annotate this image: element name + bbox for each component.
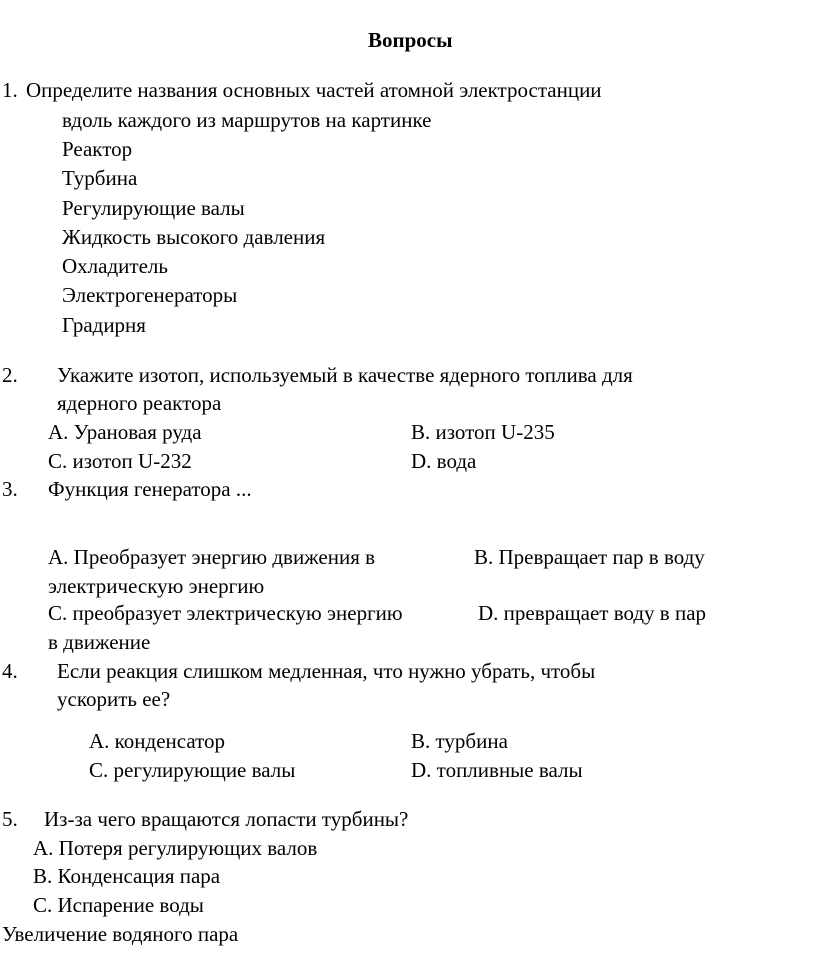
q1-item: Регулирующие валы bbox=[62, 196, 245, 220]
q2-text-line2: ядерного реактора bbox=[57, 391, 222, 415]
q5-number: 5. bbox=[2, 807, 18, 831]
q3-option-c-line2: в движение bbox=[48, 630, 151, 654]
q2-option-a: A. Урановая руда bbox=[48, 420, 202, 444]
q1-item: Жидкость высокого давления bbox=[62, 225, 326, 249]
q1-item: Градирня bbox=[62, 313, 146, 337]
q3-text: Функция генератора ... bbox=[48, 477, 252, 501]
q5-option-d: Увеличение водяного пара bbox=[2, 922, 239, 946]
q4-option-b: B. турбина bbox=[411, 729, 508, 753]
q1-item: Турбина bbox=[62, 166, 138, 190]
q1-item: Электрогенераторы bbox=[62, 283, 238, 307]
q4-text-line1: Если реакция слишком медленная, что нужно убрать, чтобы bbox=[57, 659, 596, 683]
q3-option-a-line2: электрическую энергию bbox=[48, 574, 265, 598]
q3-option-d: D. превращает воду в пар bbox=[478, 601, 707, 625]
q2-option-b: B. изотоп U-235 bbox=[411, 420, 555, 444]
q4-option-d: D. топливные валы bbox=[411, 758, 583, 782]
q5-option-b: B. Конденсация пара bbox=[33, 864, 221, 888]
q2-option-c: C. изотоп U-232 bbox=[48, 449, 192, 473]
page-title: Вопросы bbox=[368, 28, 453, 52]
q1-item: Охладитель bbox=[62, 254, 168, 278]
q1-item: Реактор bbox=[62, 137, 133, 161]
q2-number: 2. bbox=[2, 363, 18, 387]
q1-text-line2: вдоль каждого из маршрутов на картинке bbox=[62, 108, 432, 132]
q2-text-line1: Укажите изотоп, используемый в качестве ядерного топлива для bbox=[57, 363, 633, 387]
q4-text-line2: ускорить ее? bbox=[57, 687, 171, 711]
q5-option-a: A. Потеря регулирующих валов bbox=[33, 836, 318, 860]
q4-number: 4. bbox=[2, 659, 18, 683]
q3-number: 3. bbox=[2, 477, 18, 501]
q2-option-d: D. вода bbox=[411, 449, 477, 473]
q3-option-a-line1: A. Преобразует энергию движения в bbox=[48, 545, 376, 569]
q5-text: Из-за чего вращаются лопасти турбины? bbox=[44, 807, 409, 831]
q3-option-b: B. Превращает пар в воду bbox=[474, 545, 705, 569]
q4-option-a: A. конденсатор bbox=[89, 729, 226, 753]
q4-option-c: C. регулирующие валы bbox=[89, 758, 296, 782]
q3-option-c-line1: C. преобразует электрическую энергию bbox=[48, 601, 403, 625]
q5-option-c: C. Испарение воды bbox=[33, 893, 204, 917]
q1-number: 1. bbox=[2, 78, 18, 102]
q1-text-line1: Определите названия основных частей атомной электростанции bbox=[26, 78, 602, 102]
